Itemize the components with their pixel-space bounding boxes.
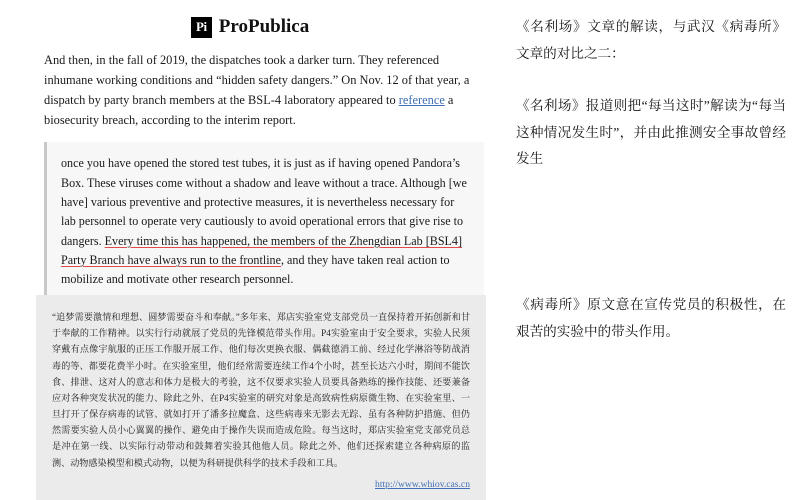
commentary-paragraph-2: 《名利场》报道则把“每当这时”解读为“每当这种情况发生时”，并由此推测安全事故曾经发生: [516, 98, 786, 166]
reference-link[interactable]: reference: [398, 93, 445, 108]
commentary-column: [500, 0, 800, 466]
chinese-source-text: “追梦需要激情和理想、圆梦需要奋斗和奉献。”多年来、郑店实验室党支部党员一直保持着开拓创新和甘于奉献的工作精神。以实行行动就展了党员的先锋模范带头作用。P4实验室由于安全要求，实验人民须穿戴有点像宇航服的正压工作服开展工作、他们每次更换衣服、偶截德消工前、经过化学淋浴等防战消毒的等、都要花费半小时。在实验室里，他们经常需要连续工作4个小时，甚至长达六小时，期间不能饮食、排泄、这对人的意志和体力是极大的考验，这不仅要求实验人员要具备熟练的操作技能、还要兼备应对各种突发状况的能力、除此之外、在P4实验室的研究对象是高致病性病原微生物、在实验室里、一旦打开了保存病毒的试管、就如打开了潘多拉魔盒、这些病毒来无影去无踪、虽有各种防护措施、但仍然需要实验人员小心翼翼的操作、避免由于操作失误而造成危险。每当这时，郑店实验室党支部党员总是冲在第一线、以实际行动带动和鼓舞着实验其他他人员。除此之外、他们还探索建立各种病原的监测、动物感染模型和模式动物，以便为科研提供科学的技术手段和工具。: [52, 312, 470, 468]
pull-quote-part-1: once you have opened the stored test tubes, it is just as if having opened Pandora’s Box. These viruses come without a shadow and leave without a trace. Although [we have] various preventive and protective measures, it is nevertheless necessary for lab personnel to operate very cautiously to avoid operational errors that give rise to dangers.: [61, 156, 467, 248]
article-paragraph-1-text-after-link: a biosecurity breach, according to the interim report.: [44, 93, 454, 128]
whiov-source-link[interactable]: http://www.whiov.cas.cn: [375, 478, 470, 490]
pull-quote-part-2: , and they have taken real action to mobilize and motivate other research personnel.: [61, 253, 450, 287]
propublica-header: [0, 0, 500, 50]
article-paragraph-1: [44, 50, 484, 130]
pull-quote-highlighted: Every time this has happened, the members of the Zhengdian Lab [BSL4] Party Branch have always run to the frontline: [61, 233, 463, 268]
article-paragraph-1-text-before-link: And then, in the fall of 2019, the dispatches took a darker turn. They referenced inhumane working conditions and “hidden safety dangers.” On Nov. 12 of that year, a dispatch by party branch members at the BSL-4 laboratory appeared to: [44, 53, 470, 108]
propublica-logo-icon: Pi: [191, 17, 212, 38]
propublica-title: ProPublica: [218, 16, 310, 37]
article-body: [0, 50, 500, 324]
chinese-source-panel: [36, 295, 486, 500]
commentary-paragraph-1: 《名利场》文章的解读，与武汉《病毒所》文章的对比之二：: [516, 19, 786, 61]
commentary-paragraph-3: 《病毒所》原文意在宣传党员的积极性，在艰苦的实验中的带头作用。: [516, 297, 786, 339]
pull-quote-text: [61, 154, 470, 289]
